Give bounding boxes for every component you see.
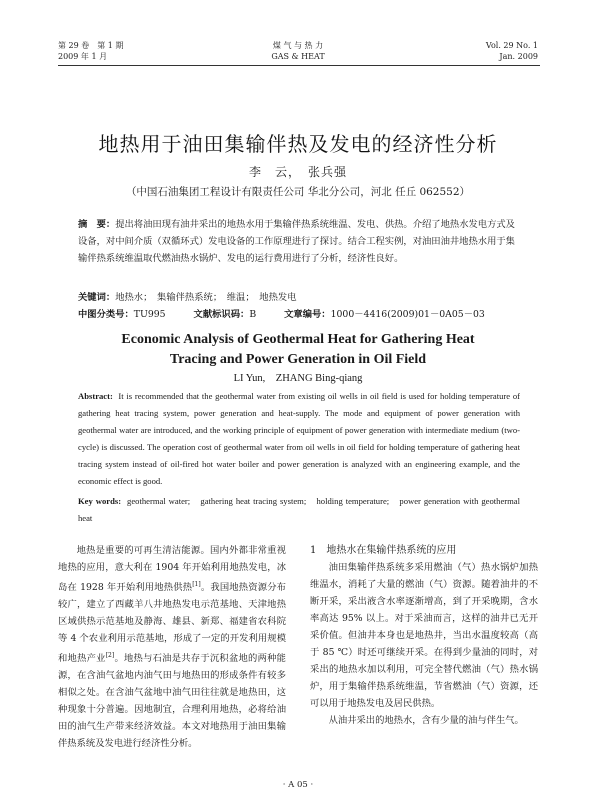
- body-left-column: [58, 542, 286, 752]
- page-number: · A 05 ·: [282, 780, 314, 790]
- abstract-en-label: Abstract:: [78, 391, 113, 401]
- abstract-en-text: It is recommended that the geothermal water from existing oil wells in oil field is used for holding temperature of gathering heat tracing system, power generation and heat-supply. The mode and equipment of power generation with geothermal water are introduced, and the working principle of equipment of power generation with intermediate medium (two-cycle) is discussed. The operation cost of geothermal water from oil wells in oil field for holding temperature of gathering heat tracing system instead of oil-fired hot water boiler and power generation is analyzed with an engineering example, and the economic effect is good.: [78, 391, 521, 486]
- authors-cn: 李 云， 张兵强: [248, 165, 347, 179]
- clc-label: 中图分类号：: [78, 309, 134, 320]
- affiliation-cn: （中国石油集团工程设计有限责任公司 华北分公司，河北 任丘 062552）: [125, 186, 471, 198]
- section-1-paragraph-1: 油田集输伴热系统多采用燃油（气）热水锅炉加热维温水，消耗了大量的燃油（气）资源。随着油井的不断开采，采出液含水率逐渐增高，到了开采晚期，含水率高达 95% 以上。对于采油而言，这样的油井已无开采价值。但油井本身也是地热井，当出水温度较高（高于 85 ℃）时还可继续开采。在得到少量油的同时，对采出的地热水加以利用，可完全替代燃油（气）热水锅炉，用于集输伴热系统维温，节省燃油（气）资源，还可以用于地热发电及居民供热。: [310, 562, 538, 709]
- intro-text-part1: 地热是重要的可再生清洁能源。国内外都非常重视地热的应用，意大利在 1904 年开始利用地热发电，冰岛在 1928 年开始利用地热供热: [58, 545, 286, 594]
- keywords-cn-text: 地热水； 集输伴热系统； 维温； 地热发电: [115, 292, 297, 303]
- keywords-cn: [78, 289, 520, 306]
- header-rule: [58, 65, 540, 66]
- abstract-cn-text: 提出将油田现有油井采出的地热水用于集输伴热系统维温、发电、供热。介绍了地热水发电方式及设备，对中间介质（双循环式）发电设备的工作原理进行了探讨。结合工程实例，对油田油井地热水用于集输伴热系统维温取代燃油热水锅炉、发电的运行费用进行了分析，经济性良好。: [78, 219, 515, 264]
- keywords-en: [78, 493, 520, 527]
- keywords-en-label: Key words:: [78, 496, 122, 506]
- abstract-cn-label: 摘 要：: [78, 219, 116, 230]
- publication-date: 2009 年 1 月: [58, 52, 108, 61]
- section-1-paragraph-2: 从油井采出的地热水，含有少量的油与伴生气。: [328, 715, 524, 726]
- intro-text-part2: 。我国地热资源分布较广，建立了西藏羊八井地热发电示范基地、天津地热区域供热示范基地及静海、雄县、新郑、福建省农科院等 4 个农业利用示范基地，形成了一定的开发利用规模和地热产业: [58, 582, 286, 665]
- article-number-label: 文章编号：: [284, 309, 331, 320]
- section-heading-1: 1 地热水在集输伴热系统的应用: [310, 545, 457, 556]
- running-header-right: [486, 40, 538, 62]
- authors-en: LI Yun, ZHANG Bing-qiang: [233, 373, 363, 384]
- paper-title-en: [0, 330, 596, 370]
- body-right-column: [310, 542, 538, 729]
- clc-value: TU995: [133, 309, 166, 320]
- volume-issue: 第 29 卷 第 1 期: [58, 41, 124, 50]
- abstract-en: [78, 388, 520, 490]
- doc-code-label: 文献标识码：: [193, 309, 250, 320]
- citation-2: [2]: [105, 652, 115, 660]
- citation-1: [1]: [192, 581, 201, 588]
- abstract-cn: [78, 216, 520, 267]
- volume-issue-en: Vol. 29 No. 1: [485, 41, 538, 50]
- paper-title-en-line2: Tracing and Power Generation in Oil Field: [169, 352, 427, 367]
- intro-text-part3: 。地热与石油是共存于沉积盆地的两种能源，在含油气盆地内油气田与地热田的形成条件有较多相似之处。在含油气盆地中油气田往往就是地热田，这种现象十分普遍。因地制宜，合理利用地热，必将给油田的油气生产带来经济效益。本文对地热用于油田集输伴热系统及发电进行经济性分析。: [58, 653, 286, 750]
- journal-name-en: GAS & HEAT: [271, 52, 325, 61]
- doc-code-value: B: [249, 309, 257, 320]
- intro-paragraph: [58, 542, 286, 752]
- keywords-cn-label: 关键词：: [78, 292, 116, 303]
- publication-date-en: Jan. 2009: [499, 52, 538, 61]
- paper-title-en-line1: Economic Analysis of Geothermal Heat for Gathering Heat: [121, 332, 475, 347]
- article-number-value: 1000－4416(2009)01－0A05－03: [330, 309, 485, 320]
- classification-line: [78, 306, 520, 323]
- paper-title-cn: 地热用于油田集输伴热及发电的经济性分析: [98, 132, 498, 156]
- journal-name-cn: 煤 气 与 热 力: [272, 41, 324, 50]
- keywords-en-text: geothermal water; gathering heat tracing system; holding temperature; power generation with geothermal heat: [78, 496, 521, 523]
